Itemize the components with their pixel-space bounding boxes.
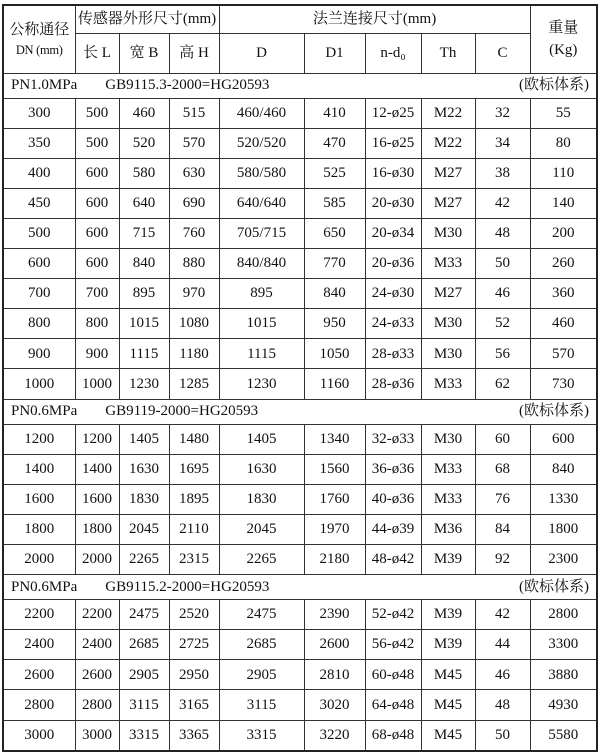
table-cell: 800 [3,309,75,339]
table-cell: 2180 [304,545,365,575]
header-row-groups [3,5,597,33]
table-row [3,514,597,544]
table-cell: 600 [75,188,119,218]
table-row [3,545,597,575]
table-cell: M27 [421,158,475,188]
table-cell: 970 [169,279,219,309]
header-row-columns [3,33,597,73]
table-cell: 600 [75,218,119,248]
table-cell: 650 [304,218,365,248]
table-cell: M33 [421,249,475,279]
flowmeter-spec-table [2,4,598,752]
table-cell: 900 [75,339,119,369]
table-cell: 80 [530,128,597,158]
table-row [3,188,597,218]
table-cell: 2475 [119,600,169,630]
header-col-d1: D1 [304,33,365,73]
table-cell: 1830 [119,484,169,514]
table-cell: 700 [75,279,119,309]
table-cell: 52-ø42 [365,600,421,630]
table-cell: 200 [530,218,597,248]
table-row [3,660,597,690]
table-cell: 880 [169,249,219,279]
table-cell: 2685 [219,630,304,660]
header-dn-subtitle: DN (mm) [15,43,63,58]
table-cell: 2600 [75,660,119,690]
table-cell: 2265 [219,545,304,575]
table-cell: 20-ø30 [365,188,421,218]
table-row [3,128,597,158]
table-cell: 2045 [119,514,169,544]
table-cell: 600 [3,249,75,279]
table-cell: 450 [3,188,75,218]
table-row [3,339,597,369]
table-cell: 1695 [169,454,219,484]
table-cell: 2950 [169,660,219,690]
header-col-width: 宽 B [119,33,169,73]
table-cell: 2315 [169,545,219,575]
table-cell: 1560 [304,454,365,484]
header-col-length: 长 L [75,33,119,73]
standard-code-label: GB9115.3-2000=HG20593 [105,77,270,94]
table-cell: M33 [421,454,475,484]
table-cell: 1480 [169,424,219,454]
table-cell: 460 [530,309,597,339]
table-cell: 46 [475,279,530,309]
table-cell: 2600 [3,660,75,690]
table-cell: 2000 [3,545,75,575]
table-cell: 3020 [304,690,365,720]
table-cell: 32-ø33 [365,424,421,454]
table-header [3,5,597,73]
table-cell: 1160 [304,369,365,399]
table-cell: 2800 [530,600,597,630]
table-cell: 600 [75,249,119,279]
standard-code-label: GB9119-2000=HG20593 [105,403,259,420]
table-cell: 48 [475,218,530,248]
table-cell: 44 [475,630,530,660]
table-cell: M27 [421,188,475,218]
table-cell: 64-ø48 [365,690,421,720]
table-cell: 32 [475,98,530,128]
table-cell: 1200 [3,424,75,454]
table-cell: M22 [421,98,475,128]
table-cell: 1800 [3,514,75,544]
table-cell: 350 [3,128,75,158]
table-cell: 300 [3,98,75,128]
table-cell: M22 [421,128,475,158]
table-cell: 3115 [219,690,304,720]
system-note-label: (欧标体系) [519,578,589,595]
table-cell: 1015 [219,309,304,339]
table-cell: 2685 [119,630,169,660]
section-header-row [3,73,597,98]
table-cell: 140 [530,188,597,218]
table-cell: 1800 [75,514,119,544]
table-cell: 1760 [304,484,365,514]
system-note-label: (欧标体系) [519,403,589,420]
table-cell: 1050 [304,339,365,369]
table-cell: 895 [119,279,169,309]
header-weight [530,5,597,73]
table-cell: 2200 [75,600,119,630]
table-cell: 460/460 [219,98,304,128]
table-cell: M45 [421,720,475,751]
table-cell: M30 [421,218,475,248]
table-cell: 1285 [169,369,219,399]
table-cell: 42 [475,188,530,218]
table-cell: 400 [3,158,75,188]
table-cell: 60 [475,424,530,454]
table-cell: 2110 [169,514,219,544]
table-cell: 42 [475,600,530,630]
table-cell: 2810 [304,660,365,690]
table-cell: 760 [169,218,219,248]
table-row [3,720,597,751]
table-cell: 520 [119,128,169,158]
table-cell: 2520 [169,600,219,630]
table-row [3,600,597,630]
table-row [3,630,597,660]
table-cell: 260 [530,249,597,279]
table-cell: 2475 [219,600,304,630]
table-cell: 12-ø25 [365,98,421,128]
table-cell: 840 [304,279,365,309]
table-cell: 1340 [304,424,365,454]
header-col-height: 高 H [169,33,219,73]
table-cell: M33 [421,484,475,514]
table-cell: 28-ø36 [365,369,421,399]
section-header-cell [3,399,597,424]
table-cell: 715 [119,218,169,248]
table-cell: 110 [530,158,597,188]
table-cell: 580/580 [219,158,304,188]
table-cell: 1180 [169,339,219,369]
table-row [3,454,597,484]
table-cell: M36 [421,514,475,544]
table-cell: 525 [304,158,365,188]
table-cell: 56-ø42 [365,630,421,660]
table-row [3,424,597,454]
pressure-rating-label: PN0.6MPa [11,578,78,595]
table-cell: 1080 [169,309,219,339]
table-cell: 840/840 [219,249,304,279]
table-cell: 570 [169,128,219,158]
table-cell: 1230 [219,369,304,399]
table-cell: 1800 [530,514,597,544]
table-cell: 2000 [75,545,119,575]
pressure-rating-label: PN0.6MPa [11,403,78,420]
table-cell: M33 [421,369,475,399]
table-cell: 840 [530,454,597,484]
section-header-cell [3,73,597,98]
table-cell: M30 [421,309,475,339]
table-row [3,279,597,309]
table-cell: 800 [75,309,119,339]
table-cell: 1630 [119,454,169,484]
table-cell: 1405 [119,424,169,454]
table-cell: 5580 [530,720,597,751]
table-body [3,73,597,751]
table-cell: 3315 [119,720,169,751]
section-header-row [3,399,597,424]
table-cell: 28-ø33 [365,339,421,369]
table-cell: 4930 [530,690,597,720]
table-cell: 1000 [75,369,119,399]
header-nominal-diameter [3,5,75,73]
table-cell: 40-ø36 [365,484,421,514]
header-weight-unit: (Kg) [549,42,578,59]
table-cell: 730 [530,369,597,399]
table-cell: 3880 [530,660,597,690]
table-row [3,369,597,399]
header-col-n-d0: n-d₀ [365,33,421,73]
table-cell: M30 [421,424,475,454]
table-cell: 640/640 [219,188,304,218]
table-row [3,484,597,514]
table-cell: 55 [530,98,597,128]
table-row [3,158,597,188]
table-cell: 2905 [219,660,304,690]
section-header-cell [3,575,597,600]
table-cell: 34 [475,128,530,158]
table-cell: 3300 [530,630,597,660]
table-cell: 630 [169,158,219,188]
table-cell: 62 [475,369,530,399]
table-cell: 770 [304,249,365,279]
table-cell: 840 [119,249,169,279]
table-cell: 520/520 [219,128,304,158]
table-cell: 44-ø39 [365,514,421,544]
table-cell: 16-ø25 [365,128,421,158]
table-cell: 2045 [219,514,304,544]
table-cell: 950 [304,309,365,339]
table-cell: 1830 [219,484,304,514]
header-sensor-dimensions-group: 传感器外形尺寸(mm) [75,5,219,33]
table-cell: 2200 [3,600,75,630]
table-cell: 20-ø36 [365,249,421,279]
table-cell: 1400 [3,454,75,484]
table-cell: 580 [119,158,169,188]
table-row [3,690,597,720]
table-cell: 3220 [304,720,365,751]
table-cell: 640 [119,188,169,218]
table-cell: 3115 [119,690,169,720]
table-cell: M27 [421,279,475,309]
table-row [3,309,597,339]
section-header-row [3,575,597,600]
table-cell: 1115 [119,339,169,369]
table-cell: 1895 [169,484,219,514]
header-col-d: D [219,33,304,73]
header-col-th: Th [421,33,475,73]
table-cell: 2800 [75,690,119,720]
table-cell: 56 [475,339,530,369]
table-cell: 84 [475,514,530,544]
table-cell: 600 [75,158,119,188]
table-cell: 1200 [75,424,119,454]
table-cell: M45 [421,690,475,720]
table-cell: 515 [169,98,219,128]
table-cell: 690 [169,188,219,218]
table-cell: 92 [475,545,530,575]
table-cell: 1600 [3,484,75,514]
header-dn-title: 公称通径 [9,21,70,38]
table-cell: 500 [75,98,119,128]
table-cell: 2905 [119,660,169,690]
table-cell: 60-ø48 [365,660,421,690]
table-cell: 2725 [169,630,219,660]
table-cell: 1230 [119,369,169,399]
table-cell: 3165 [169,690,219,720]
table-cell: 1405 [219,424,304,454]
table-cell: 3000 [75,720,119,751]
table-cell: 1600 [75,484,119,514]
pressure-rating-label: PN1.0MPa [11,77,78,94]
table-cell: 1015 [119,309,169,339]
table-row [3,249,597,279]
table-cell: 2800 [3,690,75,720]
table-cell: M30 [421,339,475,369]
table-cell: 50 [475,720,530,751]
table-cell: 24-ø30 [365,279,421,309]
table-cell: 900 [3,339,75,369]
table-cell: 3365 [169,720,219,751]
table-cell: 50 [475,249,530,279]
table-cell: 585 [304,188,365,218]
table-cell: 2400 [3,630,75,660]
table-cell: 16-ø30 [365,158,421,188]
table-cell: 410 [304,98,365,128]
table-cell: 470 [304,128,365,158]
table-cell: 3315 [219,720,304,751]
table-cell: 1400 [75,454,119,484]
header-col-c: C [475,33,530,73]
table-cell: 3000 [3,720,75,751]
table-cell: M39 [421,600,475,630]
table-cell: M39 [421,545,475,575]
header-flange-connection-group: 法兰连接尺寸(mm) [219,5,530,33]
table-cell: 76 [475,484,530,514]
table-cell: 1330 [530,484,597,514]
table-cell: 48 [475,690,530,720]
table-cell: M39 [421,630,475,660]
table-cell: 1970 [304,514,365,544]
table-cell: 705/715 [219,218,304,248]
table-cell: 36-ø36 [365,454,421,484]
table-cell: 1000 [3,369,75,399]
table-cell: 1115 [219,339,304,369]
table-cell: 46 [475,660,530,690]
table-cell: 2300 [530,545,597,575]
standard-code-label: GB9115.2-2000=HG20593 [105,578,270,595]
table-cell: 2400 [75,630,119,660]
table-cell: 500 [75,128,119,158]
header-weight-title: 重量 [548,19,579,36]
table-row [3,218,597,248]
table-cell: 20-ø34 [365,218,421,248]
table-cell: 1630 [219,454,304,484]
table-cell: 895 [219,279,304,309]
table-cell: 2600 [304,630,365,660]
table-cell: 460 [119,98,169,128]
table-cell: 52 [475,309,530,339]
table-cell: 600 [530,424,597,454]
table-cell: 48-ø42 [365,545,421,575]
table-row [3,98,597,128]
table-cell: 700 [3,279,75,309]
table-cell: 38 [475,158,530,188]
table-cell: 500 [3,218,75,248]
table-cell: 2390 [304,600,365,630]
table-cell: 24-ø33 [365,309,421,339]
table-cell: 570 [530,339,597,369]
table-cell: 68 [475,454,530,484]
table-cell: 68-ø48 [365,720,421,751]
table-cell: 2265 [119,545,169,575]
system-note-label: (欧标体系) [519,77,589,94]
table-cell: 360 [530,279,597,309]
table-cell: M45 [421,660,475,690]
